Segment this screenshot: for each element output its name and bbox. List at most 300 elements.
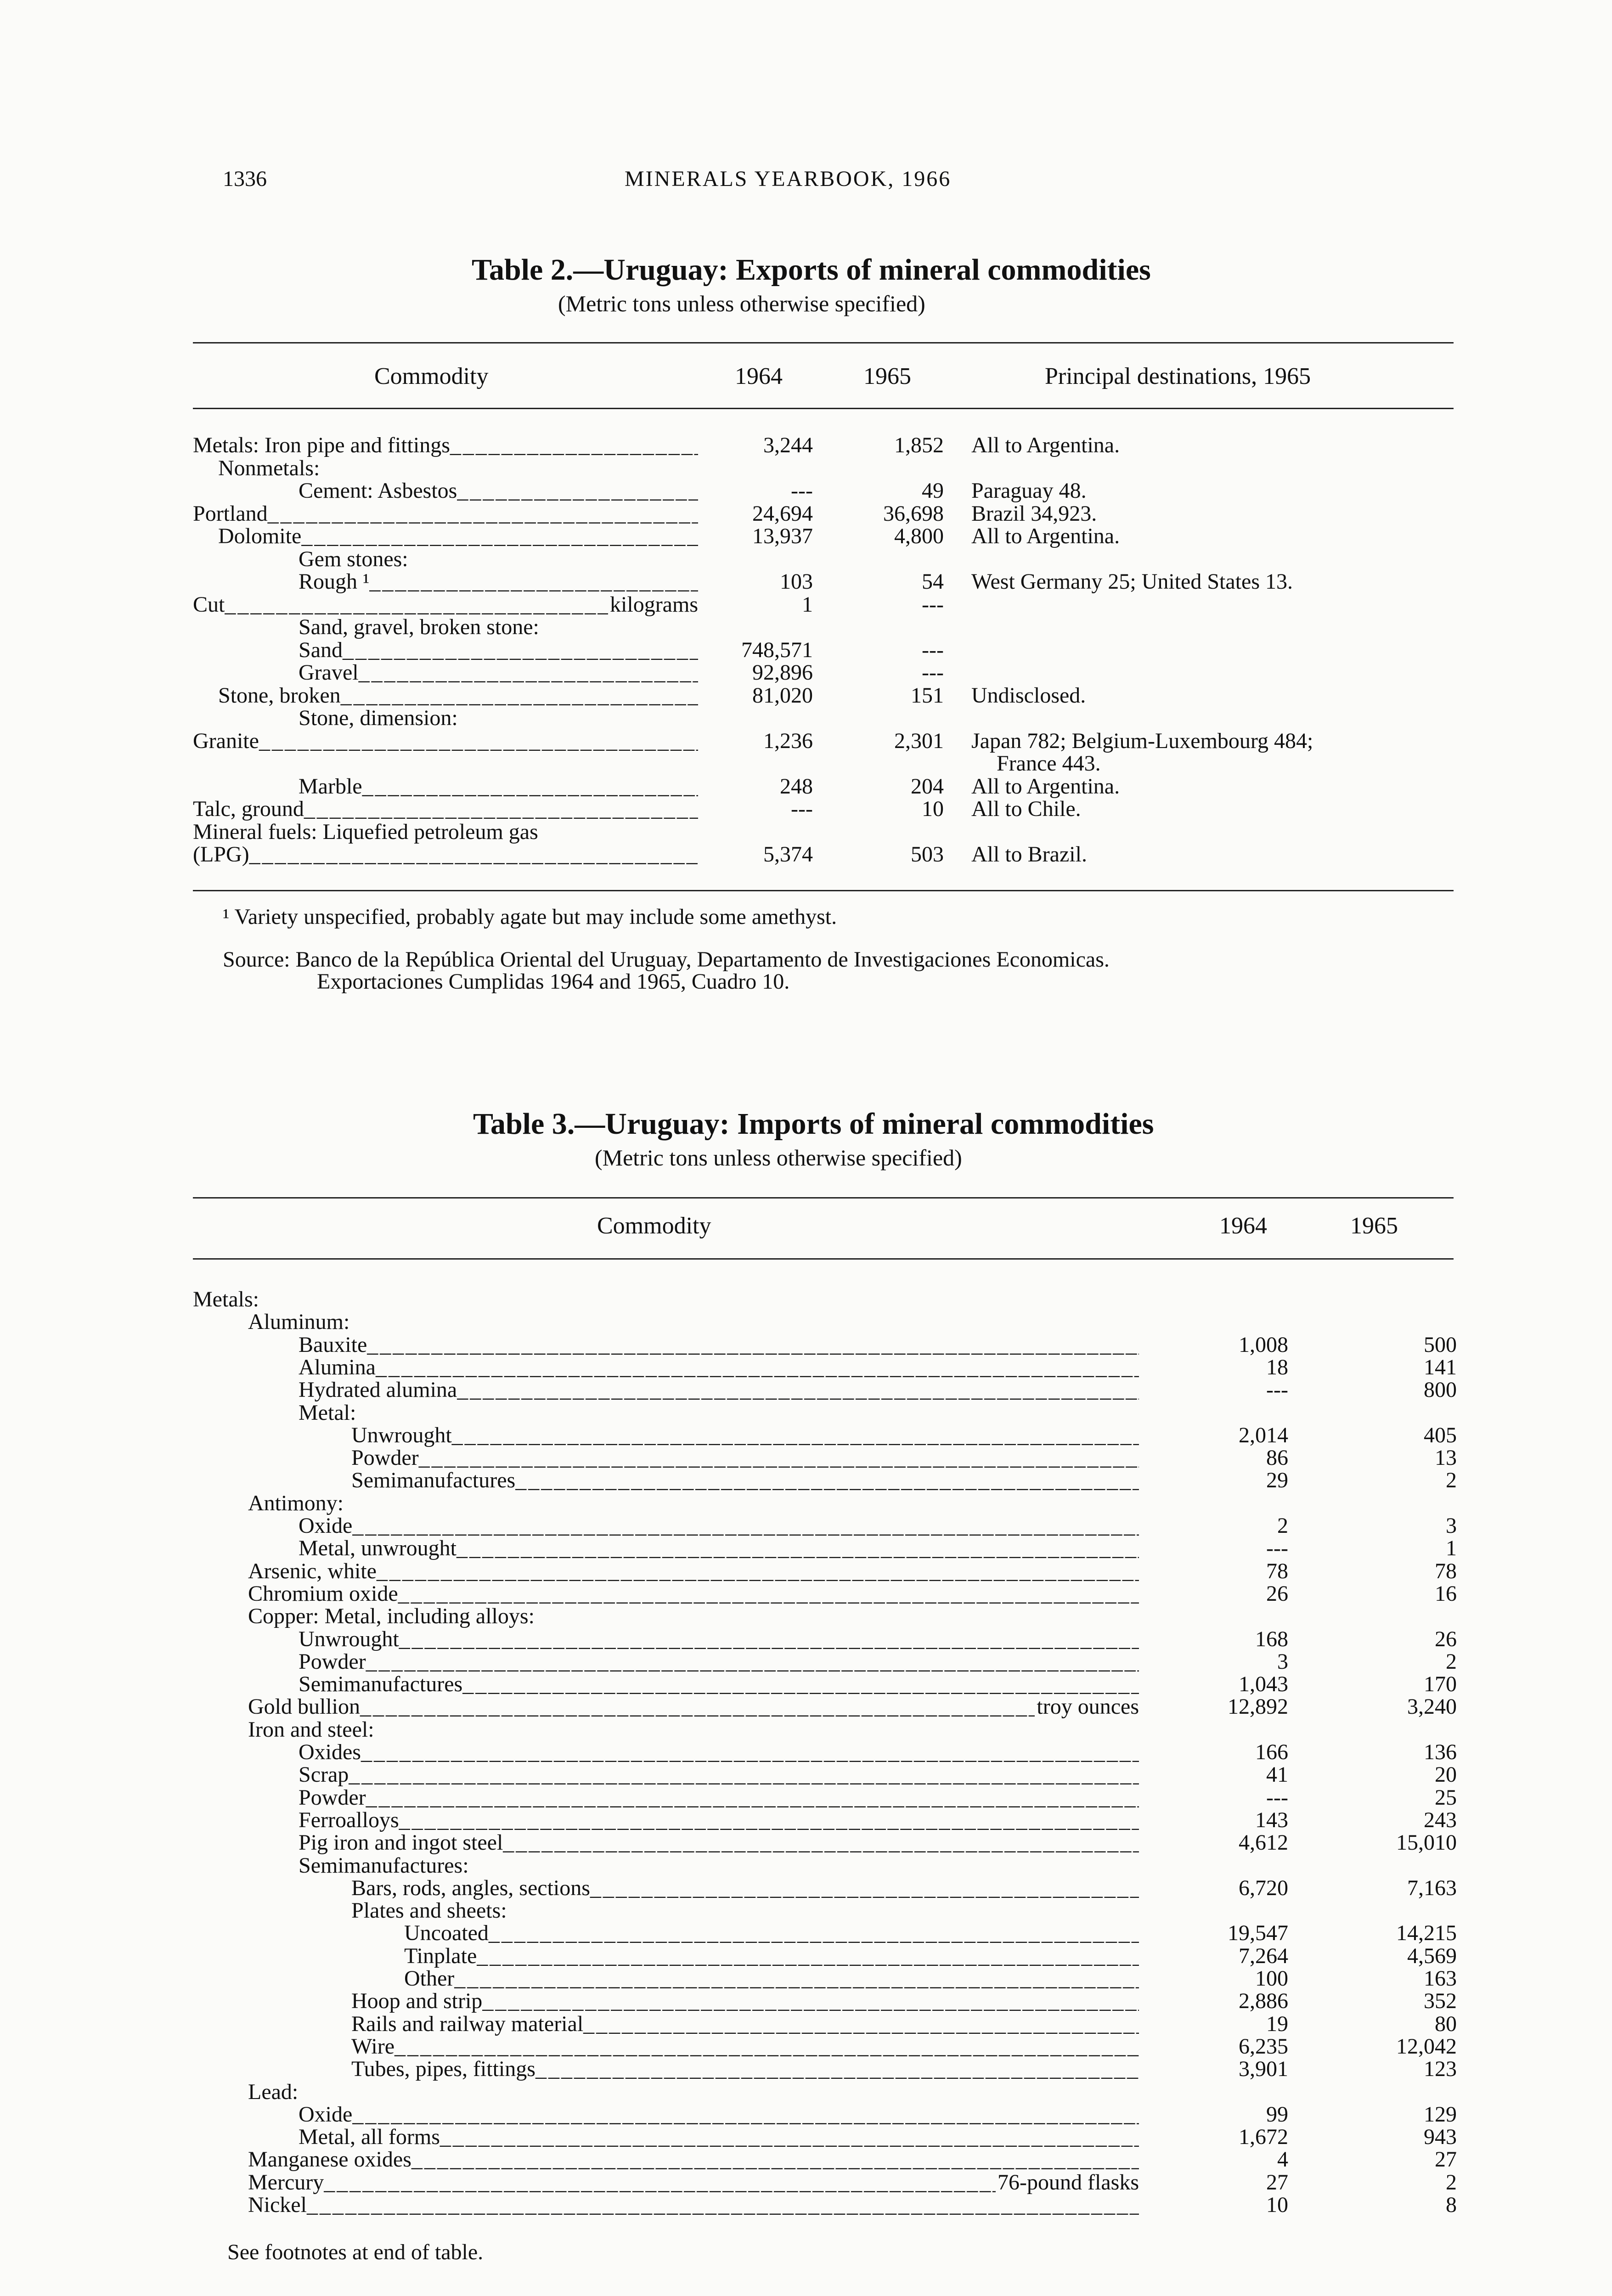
table-row [0,1605,1612,1628]
row-label-text: Portland _ _ _ [193,502,698,525]
table3-title: Table 3.—Uruguay: Imports of mineral commodities [473,1107,1154,1141]
row-label [193,798,698,821]
value-1964: 29 [1266,1468,1288,1493]
table-row [0,775,1612,798]
row-label-text: Sand, gravel, broken stone: [299,616,539,639]
value-1965: 10 [922,797,944,821]
row-label [193,821,698,844]
row-label [248,2081,1139,2104]
table-row [0,525,1612,548]
table-row [0,1582,1612,1605]
row-label-text: Copper: Metal, including alloys: [248,1605,535,1628]
row-label [299,548,698,571]
value-1965: 2 [1446,1468,1457,1493]
value-1965: 1 [1446,1536,1457,1561]
row-label-text: Tubes, pipes, fittings _ _ _ [351,2058,1139,2081]
table-row [0,1990,1612,2013]
destination: All to Chile. [971,797,1081,821]
value-1964: 1,236 [763,728,813,753]
row-label [351,2035,1139,2058]
row-label [299,570,698,593]
row-label-text: Oxide _ _ _ [299,1514,1139,1537]
value-1965: 54 [922,569,944,594]
row-label-text: Gravel _ _ _ [299,661,698,684]
table-row [0,1288,1612,1311]
row-label [351,1877,1139,1900]
value-1964: 4 [1277,2147,1288,2172]
value-1965: 243 [1424,1807,1457,1832]
value-1965: 25 [1435,1785,1457,1810]
row-label-text: Semimanufactures _ _ _ [351,1469,1139,1492]
row-label-text: Mineral fuels: Liquefied petroleum gas [193,820,538,844]
table-row [0,570,1612,593]
value-1964: --- [791,797,813,821]
value-1965: 503 [911,842,944,867]
table-row [0,1809,1612,1832]
table2-title: Table 2.—Uruguay: Exports of mineral commodities [472,253,1151,287]
table-row [0,2035,1612,2058]
row-label [248,1695,1139,1718]
row-label-text: Stone, dimension: [299,707,458,730]
table2-top-rule [193,342,1454,343]
row-label [299,479,698,502]
row-label-text: Dolomite _ _ _ [218,525,698,548]
value-1964: 78 [1266,1559,1288,1583]
table-row [0,1560,1612,1583]
row-label-text: Powder _ _ _ [299,1786,1139,1809]
row-label [351,1446,1139,1469]
value-1964: 99 [1266,2102,1288,2127]
row-label [299,1786,1139,1809]
table-row [0,843,1612,866]
row-label-text: Unwrought _ _ _ [299,1628,1139,1651]
value-1964: 3 [1277,1649,1288,1674]
value-1964: 143 [1255,1807,1288,1832]
table-row [0,1899,1612,1922]
table-row [0,1967,1612,1990]
table-row [0,616,1612,639]
row-label-text: Chromium oxide _ _ _ [248,1582,1139,1605]
row-label-text: Mercury _ _ _ [248,2171,1139,2194]
table-row [0,457,1612,480]
row-label [193,843,698,866]
row-label [351,1899,1139,1922]
row-label [299,661,698,684]
table3-header-rule [193,1258,1454,1260]
value-1965: --- [922,637,944,662]
table2-header-1965: 1965 [863,363,911,389]
value-1964: 41 [1266,1762,1288,1787]
value-1965: 13 [1435,1446,1457,1470]
table3-footer-note: See footnotes at end of table. [227,2240,484,2264]
table-row [0,1469,1612,1492]
table-row [0,1650,1612,1673]
value-1965: 80 [1435,2011,1457,2036]
table-row [0,661,1612,684]
value-1965: 151 [911,683,944,708]
value-1964: 248 [780,774,813,799]
value-1965: 3 [1446,1514,1457,1538]
table2-footnote: ¹ Variety unspecified, probably agate but may include some amethyst. [223,905,837,929]
row-label [218,525,698,548]
table-row [0,1492,1612,1515]
row-label [193,1288,1139,1311]
table3-subtitle: (Metric tons unless otherwise specified) [595,1145,962,1171]
row-label [299,1356,1139,1379]
row-label [299,1379,1139,1401]
row-label-text: Aluminum: [248,1311,350,1334]
row-label [351,1469,1139,1492]
row-label [218,457,698,480]
row-label [299,1537,1139,1560]
row-label-text: Gold bullion _ _ _ [248,1695,1139,1718]
destination: All to Brazil. [971,842,1087,867]
value-1964: 5,374 [763,842,813,867]
table-row [0,548,1612,571]
row-label-text: Rough ¹ _ _ _ [299,570,698,593]
value-1965: 800 [1424,1378,1457,1402]
table-row [0,1356,1612,1379]
row-label-text: Scrap _ _ _ [299,1763,1139,1786]
value-1964: 2,886 [1239,1989,1288,2014]
destination: Japan 782; Belgium-Luxembourg 484; [971,728,1313,753]
value-1964: 19 [1266,2011,1288,2036]
table-row [0,639,1612,662]
value-1964: 18 [1266,1355,1288,1379]
value-1965: 49 [922,478,944,503]
table-row [0,2126,1612,2149]
row-label [248,1492,1139,1515]
value-1964: 103 [780,569,813,594]
value-1964: 12,892 [1228,1694,1288,1719]
value-1964: --- [1266,1785,1288,1810]
row-label-text: Sand _ _ _ [299,639,698,662]
row-label-text: Other _ _ _ [404,1967,1139,1990]
value-1965: 136 [1424,1740,1457,1764]
row-label-text: Metal, unwrought _ _ _ [299,1537,1139,1560]
value-1965: 141 [1424,1355,1457,1379]
row-label [299,1514,1139,1537]
row-label-text: Bars, rods, angles, sections _ _ _ [351,1877,1139,1900]
row-label [299,775,698,798]
table-row [0,2058,1612,2081]
table-row [0,1854,1612,1877]
page-number: 1336 [223,167,267,191]
row-label [299,1763,1139,1786]
value-1964: 100 [1255,1966,1288,1991]
row-label-text: Uncoated _ _ _ [404,1922,1139,1945]
value-1964: 3,901 [1239,2057,1288,2082]
row-label-text: Alumina _ _ _ [299,1356,1139,1379]
row-label-text: Stone, broken _ _ _ [218,684,698,707]
row-unit: troy ounces [1035,1695,1139,1718]
destination: All to Argentina. [971,774,1120,799]
value-1965: 943 [1424,2125,1457,2150]
table2-header-commodity: Commodity [374,363,489,389]
row-label [248,1718,1139,1741]
table-row [0,1718,1612,1741]
table2-bottom-rule [193,890,1454,891]
value-1965: --- [922,660,944,685]
table2-source-line1: Source: Banco de la República Oriental del Uruguay, Departamento de Investigaciones Economicas. [223,947,1110,972]
table-row [0,2171,1612,2194]
value-1964: 4,612 [1239,1830,1288,1855]
table-row [0,593,1612,616]
destination: All to Argentina. [971,524,1120,548]
table-row [0,2013,1612,2036]
table3-header-commodity: Commodity [597,1213,711,1239]
table-row [0,434,1612,457]
table-row [0,1763,1612,1786]
table-row [0,1334,1612,1356]
value-1964: 2 [1277,1514,1288,1538]
value-1964: 13,937 [752,524,813,548]
destination: All to Argentina. [971,433,1120,457]
row-label [299,1854,1139,1877]
row-label [248,1311,1139,1334]
row-label-text: (LPG) _ _ _ [193,843,698,866]
value-1964: 26 [1266,1581,1288,1606]
value-1965: 204 [911,774,944,799]
value-1964: 748,571 [741,637,813,662]
row-label [299,1741,1139,1764]
table-row [0,1945,1612,1968]
row-label [299,1401,1139,1424]
value-1965: 129 [1424,2102,1457,2127]
row-label-text: Metal: [299,1401,356,1424]
row-label [299,1673,1139,1696]
table-row [0,2081,1612,2104]
value-1965: --- [922,592,944,617]
value-1964: 10 [1266,2193,1288,2217]
table-row [0,1695,1612,1718]
row-label [248,1582,1139,1605]
row-label-text: Iron and steel: [248,1718,374,1741]
value-1964: 92,896 [752,660,813,685]
table-row [0,821,1612,844]
row-label [351,1990,1139,2013]
row-label [404,1967,1139,1990]
row-label-text: Pig iron and ingot steel _ _ _ [299,1831,1139,1854]
row-label-text: Rails and railway material _ _ _ [351,2013,1139,2036]
table-row [0,479,1612,502]
destination: Paraguay 48. [971,478,1087,503]
table-row [0,684,1612,707]
row-label [404,1922,1139,1945]
value-1965: 163 [1424,1966,1457,1991]
row-label-text: Hoop and strip _ _ _ [351,1990,1139,2013]
row-label [299,639,698,662]
value-1965: 405 [1424,1423,1457,1447]
table-row [0,1446,1612,1469]
table2-header-destinations: Principal destinations, 1965 [1045,363,1311,389]
value-1965: 1,852 [894,433,944,457]
row-label [299,1831,1139,1854]
row-label [404,1945,1139,1968]
value-1964: 166 [1255,1740,1288,1764]
value-1964: 27 [1266,2170,1288,2195]
table-row [0,1628,1612,1651]
value-1965: 26 [1435,1626,1457,1651]
table-row [0,1537,1612,1560]
table-row [0,2103,1612,2126]
row-label-text: Semimanufactures: [299,1854,469,1877]
table-row [0,1514,1612,1537]
value-1965: 352 [1424,1989,1457,2014]
row-label-text: Ferroalloys _ _ _ [299,1809,1139,1832]
row-label [248,1560,1139,1583]
row-label-text: Lead: [248,2080,299,2104]
row-label [193,730,698,753]
value-1964: 3,244 [763,433,813,457]
value-1965: 3,240 [1407,1694,1457,1719]
row-label [299,1809,1139,1832]
value-1965: 2 [1446,2170,1457,2195]
value-1965: 20 [1435,1762,1457,1787]
table-row [0,2148,1612,2171]
value-1964: 168 [1255,1626,1288,1651]
row-label-text: Oxide _ _ _ [299,2103,1139,2126]
row-label-text: Granite _ _ _ [193,730,698,753]
row-label-text: Metals: Iron pipe and fittings _ _ _ [193,434,698,457]
value-1965: 27 [1435,2147,1457,2172]
table3-top-rule [193,1197,1454,1199]
row-label-text: Talc, ground _ _ _ [193,798,698,821]
row-label-text: Tinplate _ _ _ [404,1945,1139,1968]
value-1964: 1,043 [1239,1672,1288,1697]
table2-source-line2: Exportaciones Cumplidas 1964 and 1965, Cuadro 10. [317,969,790,994]
row-label-text: Wire _ _ _ [351,2035,1139,2058]
table3-header-1964: 1964 [1219,1213,1267,1239]
value-1964: 24,694 [752,501,813,526]
value-1964: 6,720 [1239,1875,1288,1900]
row-label [248,2194,1139,2217]
row-label-text: Plates and sheets: [351,1899,507,1923]
row-label-text: Bauxite _ _ _ [299,1334,1139,1356]
value-1964: --- [1266,1378,1288,1402]
value-1965: 16 [1435,1581,1457,1606]
row-label-text: Oxides _ _ _ [299,1741,1139,1764]
table-row [0,752,1612,775]
table-row [0,2194,1612,2217]
destination: Undisclosed. [971,683,1086,708]
table-row [0,502,1612,525]
table-row [0,1424,1612,1447]
row-unit: kilograms [608,593,698,616]
row-label-text: Cut _ _ _ [193,593,698,616]
value-1965: 78 [1435,1559,1457,1583]
table2-header-1964: 1964 [735,363,783,389]
value-1964: 1 [802,592,813,617]
row-label [299,616,698,639]
row-label-text: Hydrated alumina _ _ _ [299,1379,1139,1401]
value-1965: 170 [1424,1672,1457,1697]
row-label [299,1628,1139,1651]
value-1964: 2,014 [1239,1423,1288,1447]
row-label [351,1424,1139,1447]
destination: West Germany 25; United States 13. [971,569,1293,594]
row-label [248,1605,1139,1628]
row-label-text: Cement: Asbestos _ _ _ [299,479,698,502]
table-row [0,1786,1612,1809]
row-label-text: Gem stones: [299,547,408,571]
value-1964: --- [791,478,813,503]
row-label [193,502,698,525]
row-label [299,1650,1139,1673]
row-label [299,2103,1139,2126]
value-1964: 1,672 [1239,2125,1288,2150]
value-1965: 7,163 [1407,1875,1457,1900]
table-row [0,1877,1612,1900]
table2-header-rule [193,408,1454,409]
row-label-text: Powder _ _ _ [299,1650,1139,1673]
value-1964: 1,008 [1239,1332,1288,1357]
row-label-text: Metal, all forms _ _ _ [299,2126,1139,2149]
table-row [0,707,1612,730]
row-label [299,2126,1139,2149]
row-label [248,2148,1139,2171]
destination: France 443. [997,751,1101,776]
value-1965: 36,698 [883,501,944,526]
table-row [0,1379,1612,1401]
table2-subtitle: (Metric tons unless otherwise specified) [558,291,925,316]
row-label [218,684,698,707]
row-label [193,434,698,457]
value-1965: 4,800 [894,524,944,548]
row-label-text: Nonmetals: [218,456,320,480]
row-label [299,707,698,730]
row-label-text: Powder _ _ _ [351,1446,1139,1469]
value-1965: 12,042 [1396,2034,1457,2059]
value-1964: 19,547 [1228,1921,1288,1946]
value-1965: 123 [1424,2057,1457,2082]
value-1965: 2 [1446,1649,1457,1674]
value-1965: 8 [1446,2193,1457,2217]
row-label-text: Arsenic, white _ _ _ [248,1560,1139,1583]
table-row [0,1673,1612,1696]
value-1964: --- [1266,1536,1288,1561]
row-label-text: Antimony: [248,1491,344,1515]
row-label [299,1334,1139,1356]
table-row [0,1741,1612,1764]
row-label [351,2058,1139,2081]
row-label-text: Unwrought _ _ _ [351,1424,1139,1447]
row-unit: 76-pound flasks [996,2171,1139,2194]
value-1964: 81,020 [752,683,813,708]
table-row [0,1311,1612,1334]
running-head: MINERALS YEARBOOK, 1966 [625,167,952,191]
row-label-text: Nickel _ _ _ [248,2194,1139,2217]
value-1964: 86 [1266,1446,1288,1470]
row-label-text: Metals: [193,1288,259,1311]
row-label-text: Semimanufactures _ _ _ [299,1673,1139,1696]
value-1965: 4,569 [1407,1943,1457,1968]
destination: Brazil 34,923. [971,501,1097,526]
value-1965: 500 [1424,1332,1457,1357]
table-row [0,798,1612,821]
value-1964: 7,264 [1239,1943,1288,1968]
value-1965: 14,215 [1396,1921,1457,1946]
value-1965: 2,301 [894,728,944,753]
table-row [0,1922,1612,1945]
table-row [0,1401,1612,1424]
row-label [351,2013,1139,2036]
table-row [0,730,1612,753]
row-label-text: Manganese oxides _ _ _ [248,2148,1139,2171]
table-row [0,1831,1612,1854]
value-1965: 15,010 [1396,1830,1457,1855]
table3-header-1965: 1965 [1350,1213,1398,1239]
